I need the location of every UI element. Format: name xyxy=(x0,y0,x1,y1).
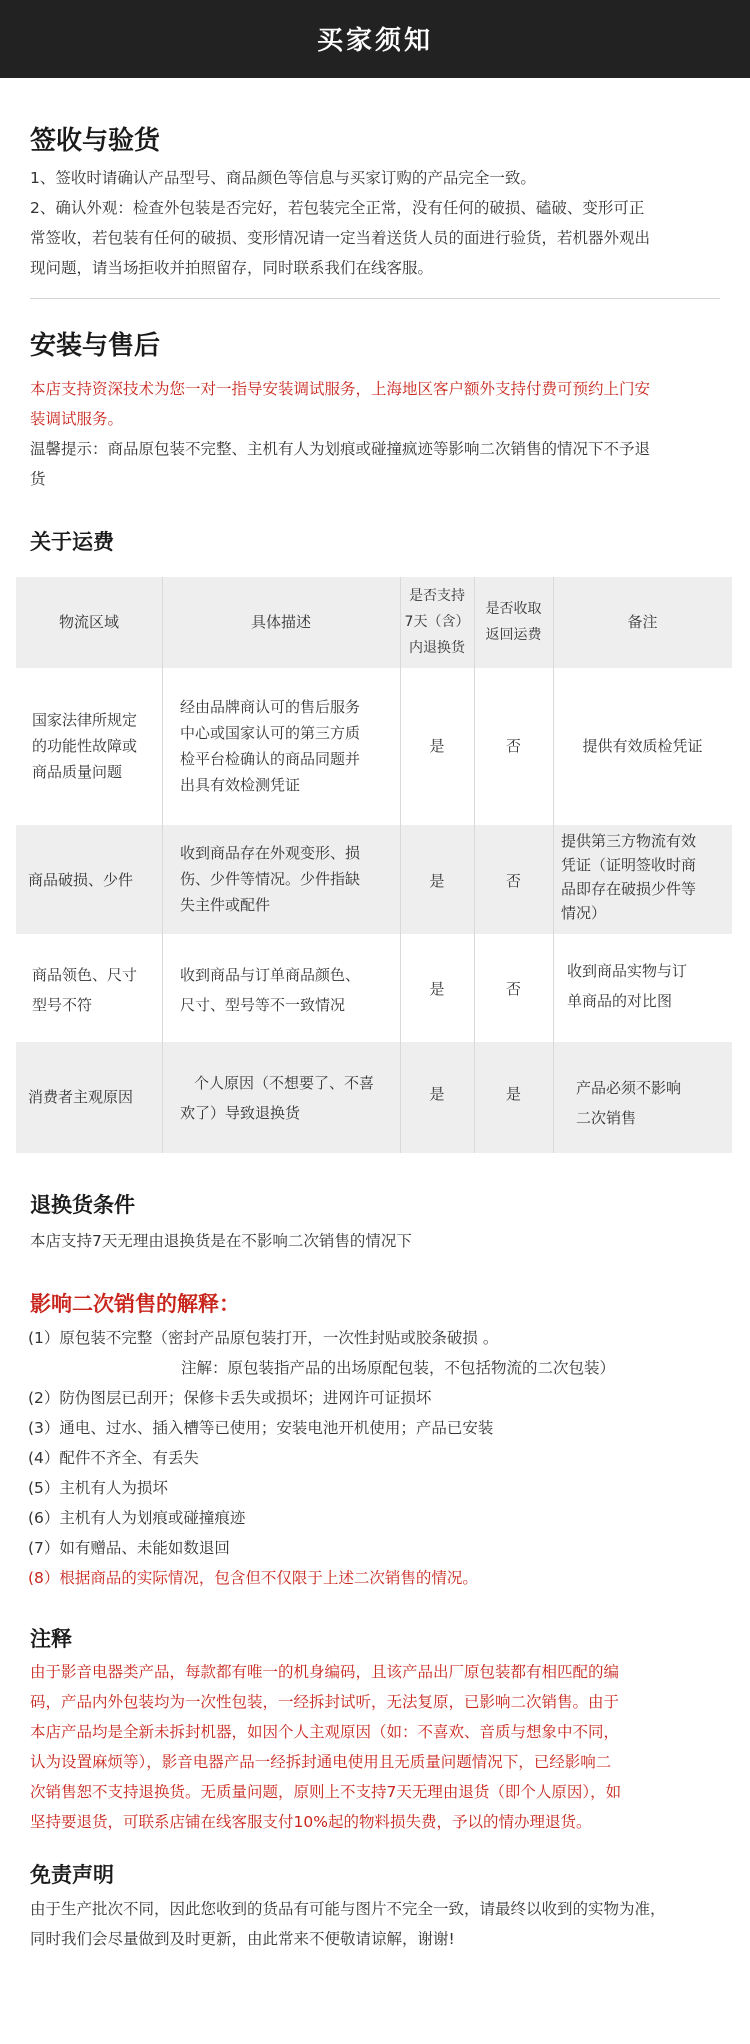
cell-line: 凭证（证明签收时商 xyxy=(561,856,697,874)
cell-line: 检平台检确认的商品同题并 xyxy=(180,750,361,768)
list-item: (8）根据商品的实际情况，包含但不仅限于上述二次销售的情况。 xyxy=(28,1569,478,1587)
cell-line: 二次销售 xyxy=(576,1109,637,1127)
list-item-annotation: 注解：原包装指产品的出场原配包装，不包括物流的二次包装） xyxy=(181,1359,616,1377)
header-note: 备注 xyxy=(627,613,658,631)
install-red-line-2: 装调试服务。 xyxy=(30,410,124,428)
cell-line: 个人原因（不想要了、不喜 xyxy=(194,1074,375,1092)
column-divider xyxy=(162,577,163,1153)
cell-desc xyxy=(180,960,398,1020)
install-tip-line-2: 货 xyxy=(30,470,46,488)
list-item: (7）如有赠品、未能如数退回 xyxy=(28,1539,230,1557)
header-region: 物流区域 xyxy=(58,613,119,631)
cell-desc xyxy=(180,694,398,798)
disclaimer-line: 由于生产批次不同，因此您收到的货品有可能与图片不完全一致，请最终以收到的实物为准， xyxy=(30,1900,666,1918)
cell-line: 商品破损、少件 xyxy=(28,871,134,889)
install-red-line-1: 本店支持资深技术为您一对一指导安装调试服务，上海地区客户额外支持付费可预约上门安 xyxy=(30,380,651,398)
header-fee-line: 是否收取 xyxy=(485,601,542,617)
impact-list xyxy=(28,1323,728,1593)
cell-line: 消费者主观原因 xyxy=(28,1088,134,1106)
top-banner xyxy=(0,0,750,78)
return-conditions-text: 本店支持7天无理由退换货是在不影响二次销售的情况下 xyxy=(30,1232,412,1250)
note-line: 码，产品内外包装均为一次性包装，一经拆封试听，无法复原，已影响二次销售。由于 xyxy=(30,1693,620,1711)
shipping-table xyxy=(16,577,732,1153)
column-divider xyxy=(553,577,554,1153)
install-paragraph xyxy=(30,374,730,494)
note-line: 本店产品均是全新未拆封机器，如因个人主观原因（如：不喜欢、音质与想象中不同， xyxy=(30,1723,620,1741)
cell-line: 国家法律所规定 xyxy=(32,711,138,729)
divider xyxy=(30,298,720,299)
cell-fee: 是 xyxy=(505,1085,521,1103)
header-fee-line: 返回运费 xyxy=(485,627,542,643)
cell-line: 失主件或配件 xyxy=(180,896,271,914)
list-item: (5）主机有人为损坏 xyxy=(28,1479,168,1497)
list-item: (4）配件不齐全、有丢失 xyxy=(28,1449,199,1467)
cell-return: 是 xyxy=(429,872,445,890)
cell-line: 中心或国家认可的第三方质 xyxy=(180,724,361,742)
cell-line: 商品质量问题 xyxy=(32,763,123,781)
cell-note xyxy=(553,733,732,759)
cell-region xyxy=(28,867,160,893)
cell-line: 的功能性故障或 xyxy=(32,737,138,755)
section-title-disclaimer: 免责声明 xyxy=(30,1863,114,1887)
sign-line-1: 1、签收时请确认产品型号、商品颜色等信息与买家订购的产品完全一致。 xyxy=(30,169,536,187)
cell-line: 收到商品与订单商品颜色、 xyxy=(180,966,361,984)
column-divider xyxy=(400,577,401,1153)
section-title-shipping: 关于运费 xyxy=(30,530,114,554)
cell-line: 型号不符 xyxy=(32,996,93,1014)
note-line: 次销售恕不支持退换货。无质量问题，原则上不支持7天无理由退货（即个人原因），如 xyxy=(30,1783,622,1801)
sign-line-4: 现问题，请当场拒收并拍照留存，同时联系我们在线客服。 xyxy=(30,259,434,277)
cell-line: 提供有效质检凭证 xyxy=(582,737,703,755)
column-divider xyxy=(474,577,475,1153)
disclaimer-paragraph xyxy=(30,1894,730,1954)
cell-line: 伤、少件等情况。少件指缺 xyxy=(180,870,361,888)
cell-return: 是 xyxy=(429,737,445,755)
disclaimer-line: 同时我们会尽量做到及时更新，由此常来不便敬请谅解，谢谢! xyxy=(30,1930,455,1948)
cell-return: 是 xyxy=(429,980,445,998)
cell-line: 出具有效检测凭证 xyxy=(180,776,301,794)
cell-line: 收到商品实物与订 xyxy=(567,962,688,980)
section-title-impact: 影响二次销售的解释： xyxy=(30,1292,240,1316)
sign-line-2: 2、确认外观：检查外包装是否完好，若包装完全正常，没有任何的破损、磕破、变形可正 xyxy=(30,199,645,217)
sign-line-3: 常签收，若包装有任何的破损、变形情况请一定当着送货人员的面进行验货，若机器外观出 xyxy=(30,229,651,247)
cell-return: 是 xyxy=(429,1085,445,1103)
note-paragraph xyxy=(30,1657,730,1837)
cell-desc xyxy=(180,840,398,918)
cell-note xyxy=(567,956,730,1016)
header-desc: 具体描述 xyxy=(250,613,311,631)
cell-fee: 否 xyxy=(505,872,521,890)
list-item: (6）主机有人为划痕或碰撞痕迹 xyxy=(28,1509,246,1527)
cell-region xyxy=(28,1084,160,1110)
header-fee xyxy=(474,596,553,648)
section-title-return-conditions: 退换货条件 xyxy=(30,1193,135,1217)
note-line: 坚持要退货，可联系店铺在线客服支付10%起的物料损失费，予以的情办理退货。 xyxy=(30,1813,592,1831)
header-return-line: 是否支持 xyxy=(409,588,465,604)
cell-line: 尺寸、型号等不一致情况 xyxy=(180,996,346,1014)
cell-line: 品即存在破损少件等 xyxy=(561,880,697,898)
section-title-install: 安装与售后 xyxy=(30,331,161,361)
cell-fee: 否 xyxy=(505,737,521,755)
cell-line: 提供第三方物流有效 xyxy=(561,832,697,850)
cell-line: 产品必须不影响 xyxy=(576,1079,682,1097)
header-return-line: 内退换货 xyxy=(409,640,465,656)
cell-line: 情况） xyxy=(561,904,607,922)
cell-fee: 否 xyxy=(505,980,521,998)
list-item: (1）原包装不完整（密封产品原包装打开，一次性封贴或胶条破损 。 xyxy=(28,1329,499,1347)
note-line: 认为设置麻烦等），影音电器产品一经拆封通电使用且无质量问题情况下，已经影响二 xyxy=(30,1753,612,1771)
cell-line: 经由品牌商认可的售后服务 xyxy=(180,698,361,716)
section-title-note: 注释 xyxy=(30,1627,72,1651)
cell-note xyxy=(561,829,730,925)
cell-region xyxy=(32,707,160,785)
cell-desc xyxy=(180,1068,398,1128)
cell-line: 商品领色、尺寸 xyxy=(32,966,138,984)
list-item: (3）通电、过水、插入槽等已使用；安装电池开机使用；产品已安装 xyxy=(28,1419,494,1437)
banner-title: 买家须知 xyxy=(316,26,433,56)
list-item: (2）防伪图层已刮开；保修卡丢失或损坏；进网许可证损坏 xyxy=(28,1389,432,1407)
cell-line: 单商品的对比图 xyxy=(567,992,673,1010)
cell-region xyxy=(32,960,160,1020)
section-title-sign: 签收与验货 xyxy=(30,126,161,156)
cell-note xyxy=(576,1073,730,1133)
note-line: 由于影音电器类产品，每款都有唯一的机身编码，且该产品出厂原包装都有相匹配的编 xyxy=(30,1663,620,1681)
install-tip-line-1: 温馨提示：商品原包装不完整、主机有人为划痕或碰撞疯迹等影响二次销售的情况下不予退 xyxy=(30,440,651,458)
cell-line: 欢了）导致退换货 xyxy=(180,1104,301,1122)
header-return xyxy=(400,583,474,661)
sign-paragraph xyxy=(30,163,730,283)
header-return-line: 7天（含） xyxy=(404,614,470,630)
cell-line: 收到商品存在外观变形、损 xyxy=(180,844,361,862)
